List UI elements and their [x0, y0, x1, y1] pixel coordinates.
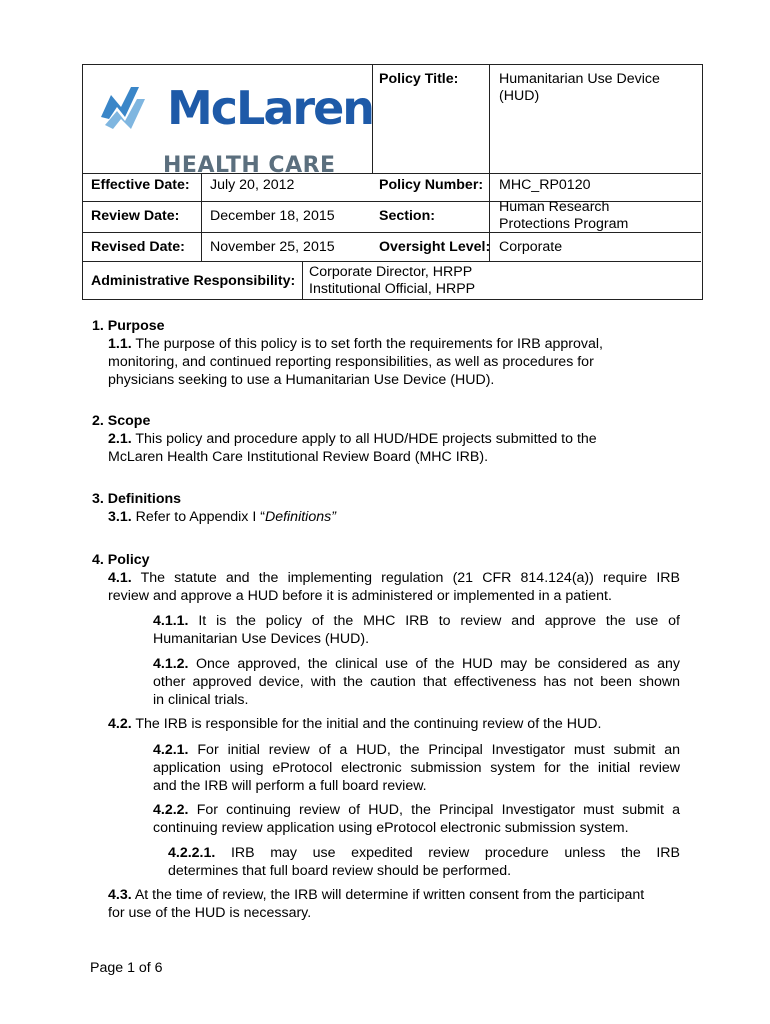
item-number: 1.1. [108, 336, 132, 352]
text-line: determines that full board review should be performed. [168, 863, 512, 879]
review-date-label: Review Date: [91, 208, 180, 224]
text-line: and the IRB will perform a full board review. [153, 778, 427, 794]
oversight-level-value: Corporate [499, 239, 563, 255]
admin-responsibility-line1: Corporate Director, HRPP [309, 264, 473, 280]
item-number: 4.2.2. [153, 802, 189, 818]
section-heading-scope: 2. Scope [92, 413, 151, 429]
paragraph-4-1-2 [153, 655, 680, 709]
text-line: physicians seeking to use a Humanitarian Use Device (HUD). [108, 372, 495, 388]
policy-title-label: Policy Title: [379, 71, 459, 87]
paragraph-4-3 [108, 886, 680, 922]
text-line: At the time of review, the IRB will determine if written consent from the participant [131, 887, 645, 903]
section-line1: Human Research [499, 199, 610, 215]
policy-title-line1: Humanitarian Use Device [499, 71, 660, 87]
policy-title-line2: (HUD) [499, 88, 540, 104]
item-number: 4.2.1. [153, 742, 189, 758]
admin-responsibility-line2: Institutional Official, HRPP [309, 281, 476, 297]
paragraph-4-2 [108, 715, 680, 733]
paragraph-3-1 [108, 508, 688, 526]
text-line: The statute and the implementing regulation (21 CFR 814.124(a)) require IRB [131, 570, 680, 586]
item-number: 3.1. [108, 509, 132, 525]
text-line: For continuing review of HUD, the Principal Investigator must submit a [188, 802, 680, 818]
text-line: This policy and procedure apply to all HUD/HDE projects submitted to the [131, 431, 597, 447]
brand-subtitle: HEALTH CARE [163, 153, 336, 178]
text-line: Humanitarian Use Devices (HUD). [153, 631, 370, 647]
page-number: Page 1 of 6 [90, 960, 163, 976]
text-line: Once approved, the clinical use of the HUD may be considered as any [188, 656, 680, 672]
section-heading-purpose: 1. Purpose [92, 318, 165, 334]
text-line: application using eProtocol electronic submission system for the initial review [153, 760, 680, 776]
effective-date-label: Effective Date: [91, 177, 190, 193]
brand-name: McLaren [167, 81, 374, 135]
text-line: Refer to Appendix I “ [131, 509, 265, 525]
text-line: The purpose of this policy is to set forth the requirements for IRB approval, [131, 336, 603, 352]
effective-date-value: July 20, 2012 [210, 177, 295, 193]
revised-date-value: November 25, 2015 [210, 239, 335, 255]
section-line2: Protections Program [499, 216, 629, 232]
section-label: Section: [379, 208, 435, 224]
paragraph-1-1 [108, 335, 688, 389]
policy-number-label: Policy Number: [379, 177, 484, 193]
revised-date-label: Revised Date: [91, 239, 185, 255]
policy-header-table [82, 64, 703, 300]
item-number: 4.1.1. [153, 613, 189, 629]
item-number: 4.1.2. [153, 656, 189, 672]
text-line: continuing review application using eProtocol electronic submission system. [153, 820, 629, 836]
review-date-value: December 18, 2015 [210, 208, 335, 224]
text-line: for use of the HUD is necessary. [108, 905, 312, 921]
text-line: in clinical trials. [153, 692, 249, 708]
paragraph-4-2-1 [153, 741, 680, 795]
item-number: 4.2.2.1. [168, 845, 216, 861]
text-line: For initial review of a HUD, the Principal Investigator must submit an [188, 742, 680, 758]
section-heading-definitions: 3. Definitions [92, 491, 182, 507]
item-number: 4.1. [108, 570, 132, 586]
text-line: monitoring, and continued reporting responsibilities, as well as procedures for [108, 354, 594, 370]
paragraph-4-1-1 [153, 612, 680, 648]
mclaren-logo [97, 77, 374, 181]
paragraph-4-1 [108, 569, 680, 605]
admin-responsibility-label: Administrative Responsibility: [91, 273, 296, 289]
section-heading-policy: 4. Policy [92, 552, 150, 568]
text-line: review and approve a HUD before it is administered or implemented in a patient. [108, 588, 612, 604]
italic-text: Definitions” [264, 509, 336, 525]
text-line: other approved device, with the caution that effectiveness has not been shown [153, 674, 680, 690]
text-line: The IRB is responsible for the initial and the continuing review of the HUD. [131, 716, 602, 732]
item-number: 2.1. [108, 431, 132, 447]
oversight-level-label: Oversight Level: [379, 239, 491, 255]
paragraph-4-2-2 [153, 801, 680, 837]
text-line: McLaren Health Care Institutional Review Board (MHC IRB). [108, 449, 489, 465]
text-line: It is the policy of the MHC IRB to review and approve the use of [188, 613, 680, 629]
paragraph-4-2-2-1 [168, 844, 680, 880]
item-number: 4.3. [108, 887, 132, 903]
text-line: IRB may use expedited review procedure unless the IRB [215, 845, 680, 861]
policy-number-value: MHC_RP0120 [499, 177, 591, 193]
paragraph-2-1 [108, 430, 688, 466]
item-number: 4.2. [108, 716, 132, 732]
